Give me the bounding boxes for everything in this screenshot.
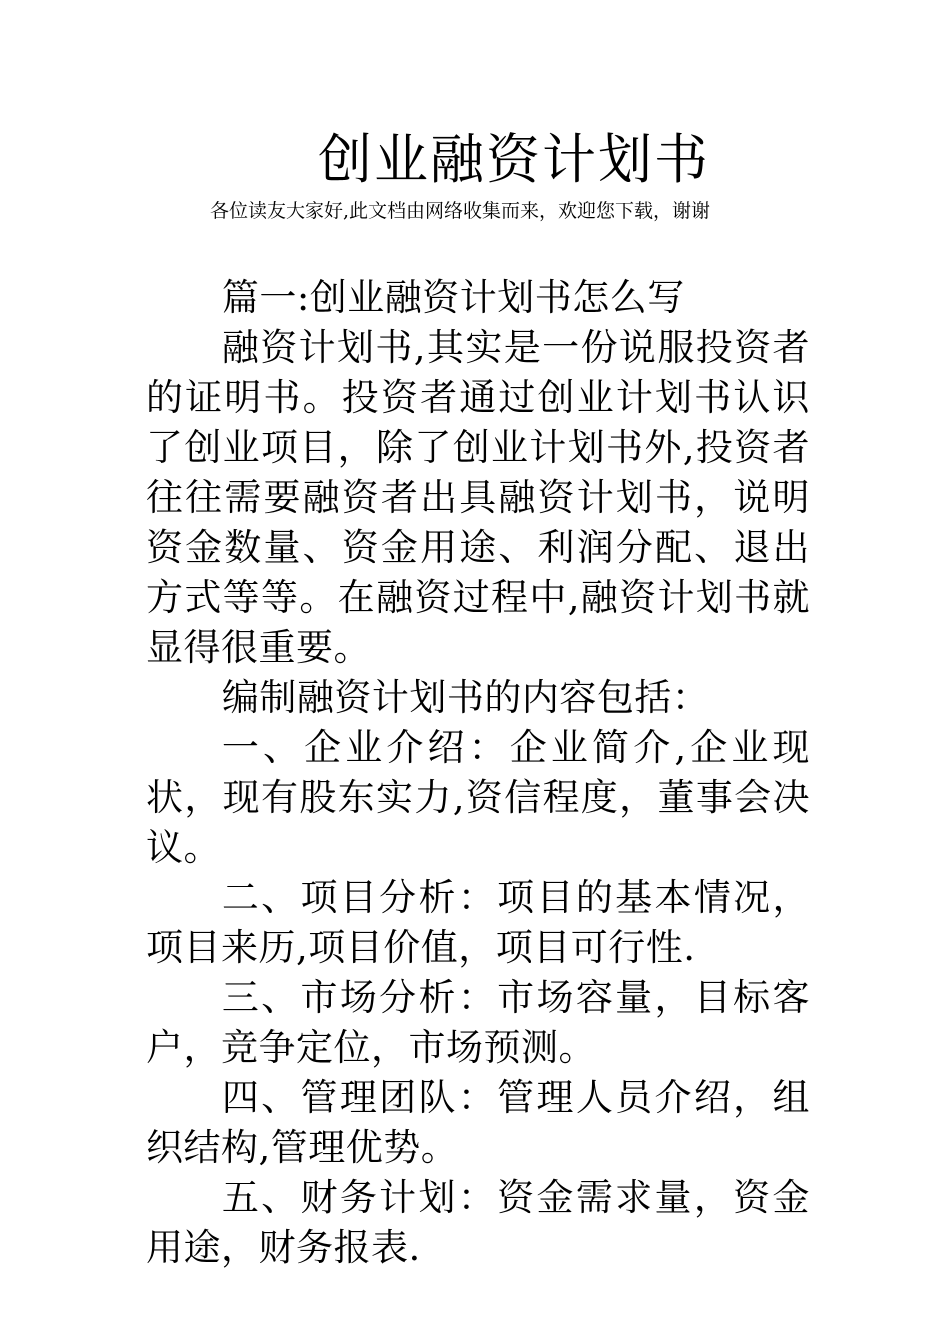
body-paragraph: 编制融资计划书的内容包括： bbox=[221, 676, 710, 719]
list-item: 五、财务计划：资金需求量，资金用途，财务报表. bbox=[146, 1176, 810, 1269]
document-body bbox=[146, 273, 810, 1273]
list-item: 三、市场分析：市场容量，目标客户，竞争定位，市场预测。 bbox=[146, 976, 810, 1069]
body-paragraph: 融资计划书,其实是一份说服投资者的证明书。投资者通过创业计划书认识了创业项目，除了创业计划书外,投资者往往需要融资者出具融资计划书，说明资金数量、资金用途、利润分配、退出方式等等。在融资过程中,融资计划书就显得很重要。 bbox=[146, 326, 810, 669]
list-item: 一、企业介绍：企业简介,企业现状，现有股东实力,资信程度，董事会决议。 bbox=[146, 726, 810, 869]
list-item: 四、管理团队：管理人员介绍，组织结构,管理优势。 bbox=[146, 1076, 810, 1169]
document-title: 创业融资计划书 bbox=[318, 128, 710, 191]
list-item: 二、项目分析：项目的基本情况，项目来历,项目价值，项目可行性. bbox=[146, 876, 810, 969]
section-heading: 篇一:创业融资计划书怎么写 bbox=[221, 276, 685, 319]
document-subtitle: 各位读友大家好,此文档由网络收集而来，欢迎您下载，谢谢 bbox=[210, 200, 711, 222]
